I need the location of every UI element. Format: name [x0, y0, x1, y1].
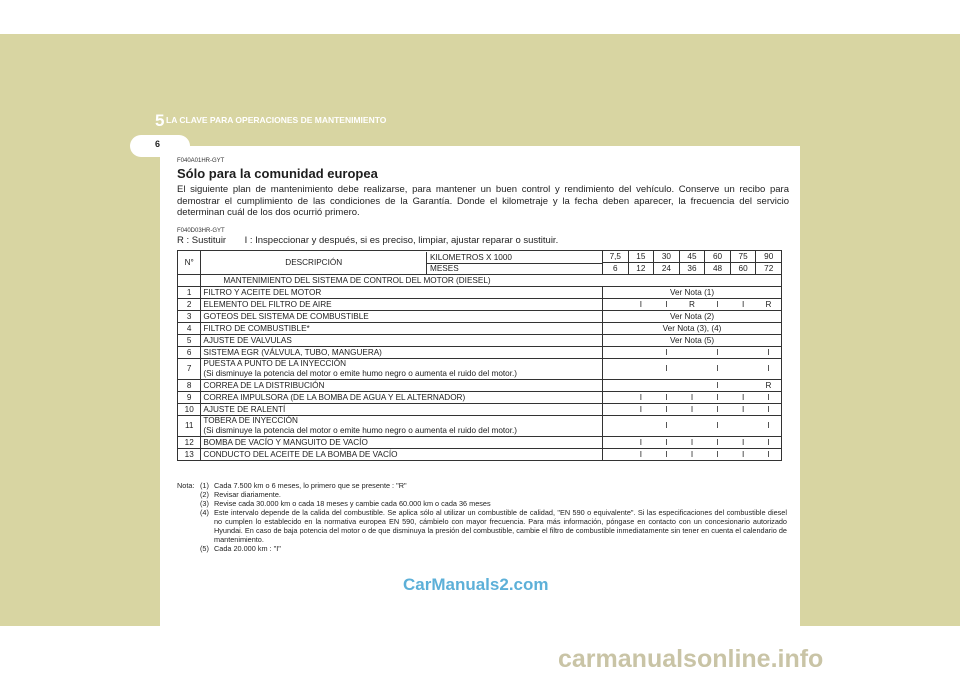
item-num: 6: [178, 347, 201, 359]
header-desc-cell: [201, 251, 603, 275]
note-item: [177, 490, 787, 499]
item-desc-main: TOBERA DE INYECCIÓN: [203, 416, 298, 425]
item-value: [679, 359, 705, 380]
km-7,5: 7,5: [603, 251, 629, 263]
item-value: I: [705, 380, 731, 392]
item-desc: [201, 404, 603, 416]
item-num: 12: [178, 437, 201, 449]
item-value: I: [628, 437, 654, 449]
item-value: [603, 404, 629, 416]
item-value: [679, 416, 705, 437]
item-desc: [201, 380, 603, 392]
notes: [177, 481, 787, 553]
item-value: [628, 359, 654, 380]
item-note: Ver Nota (3), (4): [603, 323, 782, 335]
months-6: 6: [603, 263, 629, 275]
item-num: 7: [178, 359, 201, 380]
item-value: I: [654, 392, 680, 404]
months-72: 72: [756, 263, 782, 275]
item-value: [603, 437, 629, 449]
legend: R : Sustituir I : Inspeccionar y después, si es preciso, limpiar, ajustar reparar o sustituir.: [177, 235, 559, 246]
item-value: [628, 380, 654, 392]
note-item: [177, 544, 787, 553]
item-value: [679, 380, 705, 392]
item-value: [730, 380, 756, 392]
item-value: [603, 449, 629, 461]
header-desc: DESCRIPCIÓN: [285, 257, 343, 267]
item-value: I: [628, 404, 654, 416]
item-value: I: [705, 347, 731, 359]
table-row: [178, 392, 782, 404]
item-value: [603, 380, 629, 392]
legend-code: F040D03HR-GYT: [177, 228, 225, 234]
item-value: [654, 380, 680, 392]
months-60: 60: [730, 263, 756, 275]
item-num: 1: [178, 287, 201, 299]
item-value: I: [705, 449, 731, 461]
note-num: (3): [200, 499, 209, 508]
item-desc-detail: (Si disminuye la potencia del motor o emite humo negro o aumenta el ruido del motor.): [203, 426, 517, 435]
watermark-logo: CarManuals2.com: [403, 575, 549, 594]
item-value: R: [756, 299, 782, 311]
item-value: [730, 416, 756, 437]
item-num: 13: [178, 449, 201, 461]
item-value: I: [654, 437, 680, 449]
note-num: (1): [200, 481, 209, 490]
item-desc-main: BOMBA DE VACÍO Y MANGUITO DE VACÍO: [203, 437, 368, 447]
item-value: [603, 299, 629, 311]
item-value: [603, 392, 629, 404]
item-num: 8: [178, 380, 201, 392]
table-row: [178, 347, 782, 359]
section-num-blank: [178, 275, 201, 287]
item-value: I: [756, 392, 782, 404]
km-75: 75: [730, 251, 756, 263]
note-text: Revisar diariamente.: [214, 490, 281, 499]
chapter-title: LA CLAVE PARA OPERACIONES DE MANTENIMIENTO: [166, 115, 387, 125]
item-value: I: [756, 404, 782, 416]
section-heading: Sólo para la comunidad europea: [177, 166, 378, 181]
section-title: MANTENIMIENTO DEL SISTEMA DE CONTROL DEL MOTOR (DIESEL): [201, 275, 782, 287]
item-value: [730, 347, 756, 359]
months-24: 24: [654, 263, 680, 275]
note-label: [177, 499, 200, 508]
note-text: Cada 20.000 km : "I": [214, 544, 281, 553]
item-value: I: [654, 299, 680, 311]
item-value: I: [679, 392, 705, 404]
header-km: KILOMETROS X 1000: [427, 252, 602, 264]
item-value: I: [730, 299, 756, 311]
header-row-km: [178, 251, 782, 263]
item-value: I: [756, 449, 782, 461]
table-row: [178, 449, 782, 461]
item-value: I: [654, 359, 680, 380]
chapter-number: 5: [155, 111, 165, 130]
table-row: [178, 416, 782, 437]
page-number: 6: [155, 139, 161, 149]
months-36: 36: [679, 263, 705, 275]
maintenance-table: [177, 250, 782, 461]
item-num: 9: [178, 392, 201, 404]
item-value: I: [679, 404, 705, 416]
table-row: [178, 323, 782, 335]
item-value: I: [654, 416, 680, 437]
item-value: I: [730, 449, 756, 461]
intro-paragraph: El siguiente plan de mantenimiento debe realizarse, para mantener un buen control y rendimiento del vehículo. Conserve un recibo para demostrar el cumplimiento de las condiciones de la Garantía. Donde el kilometraje y la fecha deben aparecer, la frecuencia del servicio determinan cuál de los dos ocurrió primero.: [177, 184, 789, 218]
item-value: I: [628, 392, 654, 404]
months-48: 48: [705, 263, 731, 275]
item-desc: [201, 299, 603, 311]
note-num: (5): [200, 544, 209, 553]
item-desc-main: CORREA IMPULSORA (DE LA BOMBA DE AGUA Y EL ALTERNADOR): [203, 392, 466, 402]
item-desc: [201, 437, 603, 449]
header-num: N°: [178, 251, 201, 275]
item-value: I: [756, 359, 782, 380]
item-desc-main: GOTEOS DEL SISTEMA DE COMBUSTIBLE: [203, 311, 369, 321]
item-value: [679, 347, 705, 359]
note-num: (2): [200, 490, 209, 499]
km-15: 15: [628, 251, 654, 263]
item-note: Ver Nota (2): [603, 311, 782, 323]
table-row: [178, 404, 782, 416]
item-desc-main: ELEMENTO DEL FILTRO DE AIRE: [203, 299, 332, 309]
item-value: I: [730, 392, 756, 404]
header-months: MESES: [430, 263, 459, 273]
item-desc: [201, 359, 603, 380]
item-value: I: [756, 347, 782, 359]
item-num: 2: [178, 299, 201, 311]
note-item: [177, 508, 787, 544]
item-value: I: [654, 449, 680, 461]
item-value: I: [654, 404, 680, 416]
item-value: I: [705, 404, 731, 416]
item-desc: [201, 347, 603, 359]
item-num: 10: [178, 404, 201, 416]
item-value: I: [756, 437, 782, 449]
item-desc-main: PUESTA A PUNTO DE LA INYECCIÓN: [203, 359, 346, 368]
item-desc: [201, 416, 603, 437]
item-desc: [201, 323, 603, 335]
item-value: I: [756, 416, 782, 437]
item-value: I: [730, 404, 756, 416]
item-value: I: [705, 437, 731, 449]
item-desc-main: SISTEMA EGR (VÁLVULA, TUBO, MANGUERA): [203, 347, 382, 357]
note-text: Este intervalo depende de la calida del combustible. Se aplica sólo al utilizar un combustible de calidad, "EN 590 o equivalente". Si las especificaciones del combustible diesel no cumplen lo establecido en la normativa europea EN 590, cámbielo con mayor frecuencia. Para más información, póngase en contacto con un concesionario autorizado Hyundai. En caso de baja potencia del motor o de que disminuya la presión del combustible, cambie el filtro de combustible inmediatamente sin tener en cuenta el calendario de mantenimiento.: [214, 508, 787, 544]
item-desc-main: CORREA DE LA DISTRIBUCIÓN: [203, 380, 325, 390]
item-desc-main: FILTRO Y ACEITE DEL MOTOR: [203, 287, 322, 297]
item-value: I: [628, 299, 654, 311]
km-45: 45: [679, 251, 705, 263]
item-value: [628, 416, 654, 437]
item-desc-main: CONDUCTO DEL ACEITE DE LA BOMBA DE VACÍO: [203, 449, 398, 459]
km-30: 30: [654, 251, 680, 263]
item-num: 5: [178, 335, 201, 347]
item-value: I: [654, 347, 680, 359]
item-num: 11: [178, 416, 201, 437]
table-row: [178, 437, 782, 449]
km-60: 60: [705, 251, 731, 263]
item-value: I: [705, 416, 731, 437]
item-value: I: [679, 437, 705, 449]
item-desc-main: FILTRO DE COMBUSTIBLE*: [203, 323, 310, 333]
item-value: I: [730, 437, 756, 449]
item-value: [603, 347, 629, 359]
item-num: 4: [178, 323, 201, 335]
item-value: R: [756, 380, 782, 392]
item-value: I: [705, 359, 731, 380]
item-value: I: [679, 449, 705, 461]
section-code: F040A01HR-GYT: [177, 158, 225, 164]
note-label: [177, 508, 200, 544]
months-12: 12: [628, 263, 654, 275]
item-desc-main: AJUSTE DE RALENTÍ: [203, 404, 286, 414]
note-label: Nota:: [177, 481, 195, 490]
item-desc-main: AJUSTE DE VALVULAS: [203, 335, 292, 345]
item-value: I: [628, 449, 654, 461]
item-note: Ver Nota (1): [603, 287, 782, 299]
km-90: 90: [756, 251, 782, 263]
section-row: [178, 275, 782, 287]
note-label: [177, 490, 200, 499]
item-value: I: [705, 392, 731, 404]
table-row: [178, 287, 782, 299]
item-desc: [201, 287, 603, 299]
item-value: [603, 416, 629, 437]
item-value: I: [705, 299, 731, 311]
item-desc: [201, 392, 603, 404]
item-num: 3: [178, 311, 201, 323]
table-row: [178, 299, 782, 311]
note-item: [177, 481, 787, 490]
table-row: [178, 380, 782, 392]
table-row: [178, 335, 782, 347]
item-value: [730, 359, 756, 380]
item-value: [628, 347, 654, 359]
table-row: [178, 359, 782, 380]
item-desc-detail: (Si disminuye la potencia del motor o emite humo negro o aumenta el ruido del motor.): [203, 369, 517, 378]
item-value: R: [679, 299, 705, 311]
note-item: [177, 499, 787, 508]
note-text: Cada 7.500 km o 6 meses, lo primero que se presente : "R": [214, 481, 407, 490]
footer-site: carmanualsonline.info: [558, 645, 824, 673]
item-desc: [201, 311, 603, 323]
note-num: (4): [200, 508, 209, 517]
item-note: Ver Nota (5): [603, 335, 782, 347]
table-row: [178, 311, 782, 323]
item-desc: [201, 449, 603, 461]
item-value: [603, 359, 629, 380]
note-label: [177, 544, 200, 553]
note-text: Revise cada 30.000 km o cada 18 meses y cambie cada 60.000 km o cada 36 meses: [214, 499, 491, 508]
item-desc: [201, 335, 603, 347]
